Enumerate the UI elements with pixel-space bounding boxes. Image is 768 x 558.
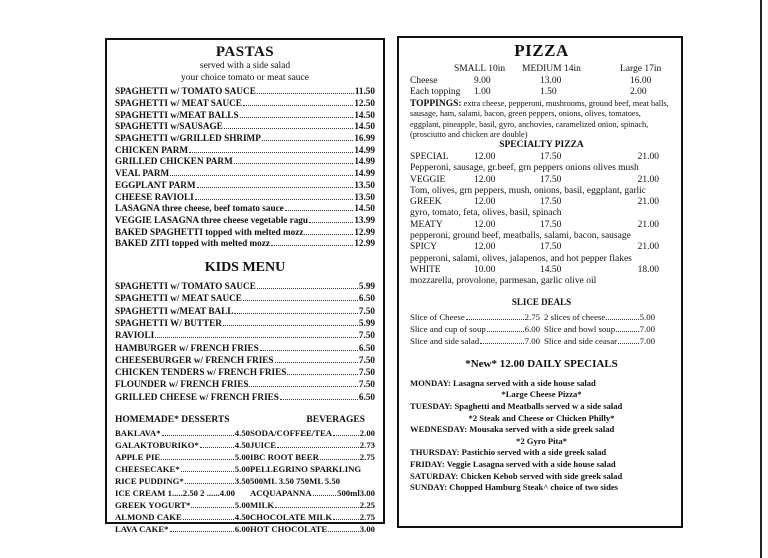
leader-dots	[243, 105, 353, 106]
specialty-small-price: 12.00	[474, 219, 496, 230]
menu-item-row	[115, 192, 375, 204]
daily-special-line: THURSDAY: Pastichio served with a side greek salad	[410, 447, 607, 458]
menu-item-row	[115, 110, 375, 122]
menu-item-price: 6.50	[358, 342, 375, 353]
leader-dots	[309, 222, 353, 223]
beverage-cell	[250, 463, 375, 475]
leader-dots	[170, 175, 353, 176]
leader-dots	[287, 374, 358, 375]
kids-menu-list	[115, 280, 375, 403]
slice-cell-right	[544, 323, 655, 335]
menu-item-row	[115, 317, 375, 329]
daily-special-line: SUNDAY: Chopped Hamburg Steak^ choice of two sides	[410, 482, 619, 493]
specialty-small-price: 12.00	[474, 152, 496, 162]
specialty-name: GREEK	[410, 197, 442, 208]
leader-dots	[275, 362, 358, 363]
beverage-cell	[250, 427, 375, 439]
dessert-price: 4.50	[234, 439, 250, 450]
dessert-cell	[115, 427, 250, 439]
dessert-beverage-row	[115, 451, 375, 463]
specialty-medium-price: 17.50	[540, 242, 562, 253]
daily-special-line: *Large Cheese Pizza*	[501, 389, 582, 400]
slice-cell-left	[410, 311, 540, 323]
menu-item-name: CHEESE RAVIOLI	[115, 191, 194, 202]
specialty-name: WHITE	[410, 264, 441, 275]
leader-dots	[234, 163, 354, 164]
menu-item-name: SPAGHETTI w/ MEAT SAUCE	[115, 293, 242, 304]
beverage-name: JUICE	[250, 439, 277, 450]
menu-item-price: 12.50	[354, 97, 375, 108]
slice-deals-list	[410, 311, 673, 348]
dessert-beverage-row	[115, 427, 375, 439]
beverage-cell	[250, 439, 375, 451]
leader-dots	[170, 531, 234, 532]
menu-item-price: 6.50	[358, 391, 375, 402]
leader-dots	[616, 331, 638, 332]
menu-item-name: RAVIOLI	[115, 330, 155, 341]
leader-dots	[162, 435, 234, 436]
menu-item-price: 16.99	[354, 133, 375, 143]
dessert-cell	[115, 463, 250, 475]
menu-item-row	[115, 145, 375, 157]
leader-dots	[304, 234, 353, 235]
dessert-name: GALAKTOBURIKO*	[115, 439, 199, 450]
cheese-label: Cheese	[410, 75, 438, 86]
slice-cell-right	[544, 311, 655, 323]
right-menu-panel	[397, 36, 683, 528]
menu-item-price: 7.50	[358, 379, 375, 390]
slice-cell-right	[544, 335, 655, 347]
dessert-name: CHEESECAKE*	[115, 463, 180, 474]
slice-row	[410, 335, 673, 347]
pastas-title: PASTAS	[215, 44, 275, 60]
leader-dots	[271, 245, 353, 246]
menu-item-price: 14.50	[354, 109, 375, 120]
daily-special-line: TUESDAY: Spaghetti and Meatballs served w a side salad	[410, 400, 623, 411]
leader-dots	[223, 325, 358, 326]
menu-item-price: 13.50	[354, 191, 375, 202]
dessert-name: RICE PUDDING*	[115, 475, 184, 486]
topping-medium-price: 1.50	[540, 87, 557, 98]
menu-item-row	[115, 133, 375, 145]
specialty-description: pepperoni, ground beef, meatballs, salami, bacon, sausage	[410, 231, 631, 242]
menu-item-name: SPAGHETTI w/MEAT BALL	[115, 305, 234, 316]
specialty-small-price: 10.00	[474, 264, 496, 275]
dessert-price: 5.00	[234, 451, 250, 462]
specialty-description: pepperoni, salami, olives, jalapenos, and hot pepper flakes	[410, 253, 632, 264]
leader-dots	[224, 128, 354, 129]
beverage-price: 2.75	[359, 512, 375, 523]
beverage-cell	[250, 499, 375, 511]
slice-price: 5.00	[639, 311, 655, 322]
dessert-price: 3.50	[234, 475, 250, 486]
size-small: SMALL 10in	[454, 64, 506, 74]
menu-item-name: VEAL PARM	[115, 168, 170, 179]
menu-item-name: SPAGHETTI w/SAUSAGE	[115, 121, 223, 132]
leader-dots	[183, 519, 234, 520]
menu-item-name: SPAGHETTI w/ MEAT SAUCE	[115, 97, 242, 108]
dessert-beverage-row	[115, 439, 375, 451]
leader-dots	[181, 471, 234, 472]
daily-special-line: WEDNESDAY: Mousaka served with a side greek salad	[410, 424, 615, 435]
topping-label: Each topping	[410, 87, 461, 98]
dessert-beverage-row	[115, 499, 375, 511]
specialty-large-price: 21.00	[637, 242, 659, 253]
menu-item-price: 12.99	[354, 226, 375, 237]
menu-item-row	[115, 342, 375, 354]
menu-item-name: HAMBURGER w/ FRENCH FRIES	[115, 342, 259, 353]
specialty-description: Tom, olives, grn peppers, mush, onions, basil, eggplant, garlic	[410, 185, 647, 196]
pastas-list	[115, 86, 375, 250]
cheese-large-price: 16.00	[630, 75, 652, 86]
dessert-price: 4.50	[234, 512, 250, 523]
dessert-name: ICE CREAM 1.....2.50 2 ......4.00	[115, 488, 235, 499]
leader-dots	[191, 507, 233, 508]
specialty-medium-price: 14.50	[540, 264, 562, 275]
leader-dots	[328, 531, 359, 532]
leader-dots	[243, 300, 358, 301]
leader-dots	[313, 495, 337, 496]
specialty-small-price: 12.00	[474, 197, 496, 208]
menu-item-row	[115, 292, 375, 304]
dessert-name: APPLE PIE	[115, 451, 161, 462]
dessert-beverage-row	[115, 463, 375, 475]
dessert-cell	[115, 487, 250, 499]
menu-item-row	[115, 354, 375, 366]
dessert-beverage-row	[115, 475, 375, 487]
beverage-cell	[250, 475, 375, 487]
menu-item-row	[115, 121, 375, 133]
specialty-description: Pepperoni, sausage, gr.beef, grn peppers onions olives mush	[410, 163, 639, 174]
leader-dots	[333, 435, 359, 436]
topping-large-price: 2.00	[630, 87, 647, 98]
desserts-beverages-header	[115, 415, 375, 427]
menu-item-row	[115, 227, 375, 239]
slice-name: Slice and cup of soup	[410, 323, 486, 334]
slice-row	[410, 311, 673, 323]
slice-price: 7.00	[524, 336, 540, 347]
leader-dots	[606, 319, 638, 320]
dessert-price: 4.50	[234, 427, 250, 438]
cheese-small-price: 9.00	[474, 75, 491, 86]
menu-item-price: 13.99	[354, 214, 375, 225]
menu-item-name: VEGGIE LASAGNA three cheese vegetable ragu	[115, 214, 309, 225]
leader-dots	[333, 519, 359, 520]
specialty-large-price: 21.00	[637, 152, 659, 162]
specialty-name: VEGGIE	[410, 174, 446, 185]
menu-item-name: LASAGNA three cheese, beef tomato sauce	[115, 203, 284, 214]
leader-dots	[195, 199, 354, 200]
menu-item-row	[115, 215, 375, 227]
leader-dots	[275, 507, 359, 508]
leader-dots	[260, 350, 358, 351]
specialty-small-price: 12.00	[474, 242, 496, 253]
toppings-text: extra cheese, pepperoni, mushrooms, ground beef, meat balls, sausage, ham, salami, bacon, green peppers, onions, olives, tomatoes, eggplant, pineapple, basil, gyro, anchovies, caramelized onion, spinach, (prosciutto and chicken are double)	[410, 98, 669, 139]
menu-item-price: 14.99	[354, 156, 375, 167]
slice-name: Slice and side ceasar	[544, 336, 618, 347]
beverage-cell	[250, 523, 375, 535]
beverage-price: 500ml3.00	[337, 488, 375, 499]
menu-item-price: 11.50	[354, 86, 375, 97]
dessert-price: 5.00	[234, 500, 250, 511]
menu-item-price: 13.50	[354, 179, 375, 190]
cheese-medium-price: 13.00	[540, 75, 562, 86]
leader-dots	[285, 210, 354, 211]
desserts-beverages-list	[115, 427, 375, 536]
beverage-price: 3.00	[359, 524, 375, 535]
specialty-large-price: 21.00	[637, 174, 659, 185]
beverage-cell	[250, 451, 375, 463]
dessert-beverage-row	[115, 523, 375, 535]
slice-name: Slice and side salad	[410, 336, 480, 347]
menu-item-row	[115, 98, 375, 110]
leader-dots	[466, 319, 524, 320]
menu-item-row	[115, 203, 375, 215]
specialty-medium-price: 17.50	[540, 174, 562, 185]
slice-name: Slice of Cheese	[410, 311, 465, 322]
beverage-price: 2.00	[359, 427, 375, 438]
menu-item-price: 5.99	[358, 281, 375, 292]
slice-row	[410, 323, 673, 335]
dessert-cell	[115, 511, 250, 523]
menu-item-row	[115, 391, 375, 403]
daily-specials-list	[410, 378, 673, 494]
menu-item-name: SPAGHETTI w/GRILLED SHRIMP	[115, 133, 261, 143]
beverages-header: BEVERAGES	[306, 415, 365, 425]
leader-dots	[200, 447, 234, 448]
leader-dots	[240, 117, 354, 118]
dessert-beverage-row	[115, 487, 375, 499]
specialty-name: SPECIAL	[410, 152, 449, 162]
menu-item-price: 7.50	[358, 367, 375, 378]
beverage-name: 500ML 3.50 750ML 5.50	[250, 475, 341, 486]
specialty-description: gyro, tomato, feta, olives, basil, spinach	[410, 208, 562, 219]
slice-price: 6.00	[524, 323, 540, 334]
menu-item-name: CHICKEN PARM	[115, 144, 189, 155]
specialty-price-row	[410, 265, 673, 276]
size-large: Large 17in	[620, 64, 662, 74]
slice-name: 2 slices of cheese	[544, 311, 606, 322]
slice-price: 2.75	[524, 311, 540, 322]
menu-item-price: 7.50	[358, 305, 375, 316]
specialty-name: MEATY	[410, 219, 443, 230]
leader-dots	[280, 399, 358, 400]
menu-item-row	[115, 238, 375, 250]
dessert-price: 6.00	[234, 524, 250, 535]
beverage-name: PELLEGRINO SPARKLING	[250, 463, 362, 474]
daily-special-line: *2 Gyro Pita*	[516, 435, 567, 446]
desserts-header: HOMEMADE* DESSERTS	[115, 415, 230, 425]
specialty-large-price: 18.00	[637, 264, 659, 275]
pastas-subtitle-1: served with a side salad	[199, 61, 291, 71]
daily-special-line: *2 Steak and Cheese or Chicken Philly*	[468, 412, 615, 423]
menu-item-name: SPAGHETTI w/ TOMATO SAUCE	[115, 281, 256, 292]
daily-special-line: SATURDAY: Chicken Kebob served with side greek salad	[410, 470, 623, 481]
pizza-title: PIZZA	[514, 41, 569, 60]
leader-dots	[189, 152, 353, 153]
dessert-cell	[115, 451, 250, 463]
beverage-price: 2.75	[359, 451, 375, 462]
menu-item-name: FLOUNDER w/ FRENCH FRIES	[115, 379, 249, 390]
left-menu-panel	[105, 38, 385, 535]
menu-item-name: SPAGHETTI w/ TOMATO SAUCE	[115, 86, 256, 97]
dessert-name: GREEK YOGURT*	[115, 500, 191, 511]
leader-dots	[257, 288, 358, 289]
specialty-small-price: 12.00	[474, 174, 496, 185]
slice-deals-title: SLICE DEALS	[511, 296, 572, 307]
leader-dots	[234, 313, 357, 314]
specialty-pizza-title: SPECIALTY PIZZA	[499, 140, 584, 151]
specialty-medium-price: 17.50	[540, 152, 562, 162]
menu-item-price: 14.99	[354, 144, 375, 155]
slice-price: 7.00	[639, 336, 655, 347]
leader-dots	[249, 386, 357, 387]
menu-item-row	[115, 378, 375, 390]
leader-dots	[161, 459, 234, 460]
specialty-price-row	[410, 175, 673, 186]
menu-item-price: 14.50	[354, 203, 375, 214]
leader-dots	[155, 337, 358, 338]
leader-dots	[277, 447, 359, 448]
menu-item-name: CHICKEN TENDERS w/ FRENCH FRIES	[115, 367, 287, 378]
leader-dots	[262, 140, 353, 141]
dessert-name: LAVA CAKE*	[115, 524, 169, 535]
beverage-name: IBC ROOT BEER	[250, 451, 319, 462]
dessert-cell	[115, 475, 250, 487]
menu-item-name: SPAGHETTI w/MEAT BALLS	[115, 109, 239, 120]
specialty-description: mozzarella, provolone, parmesan, garlic olive oil	[410, 276, 597, 287]
menu-item-row	[115, 180, 375, 192]
toppings-label: TOPPINGS:	[410, 98, 462, 109]
menu-item-price: 5.99	[358, 317, 375, 328]
size-medium: MEDIUM 14in	[522, 64, 581, 74]
specialty-medium-price: 17.50	[540, 197, 562, 208]
slice-price: 7.00	[639, 323, 655, 334]
menu-item-price: 7.50	[358, 354, 375, 365]
menu-item-name: GRILLED CHEESE w/ FRENCH FRIES	[115, 391, 279, 402]
kids-menu-title: KIDS MENU	[204, 260, 286, 276]
leader-dots	[257, 93, 354, 94]
beverage-price: 2.25	[359, 500, 375, 511]
leader-dots	[320, 459, 359, 460]
menu-item-price: 14.99	[354, 168, 375, 179]
specialty-large-price: 21.00	[637, 219, 659, 230]
menu-item-price: 14.50	[354, 121, 375, 132]
dessert-cell	[115, 499, 250, 511]
leader-dots	[618, 343, 639, 344]
menu-item-row	[115, 305, 375, 317]
leader-dots	[197, 187, 354, 188]
dessert-cell	[115, 523, 250, 535]
dessert-cell	[115, 439, 250, 451]
daily-special-line: FRIDAY: Veggie Lasagna served with a side house salad	[410, 458, 616, 469]
menu-item-name: SPAGHETTI W/ BUTTER	[115, 317, 222, 328]
menu-item-row	[115, 280, 375, 292]
specialty-price-row	[410, 152, 673, 163]
dessert-beverage-row	[115, 511, 375, 523]
specialty-price-row	[410, 197, 673, 208]
pastas-subtitle-2: your choice tomato or meat sauce	[181, 72, 309, 83]
dessert-name: BAKLAVA*	[115, 427, 161, 438]
beverage-price: 2.73	[359, 439, 375, 450]
specialty-price-row	[410, 242, 673, 253]
toppings-list	[410, 99, 673, 141]
menu-item-row	[115, 86, 375, 98]
daily-specials-title: *New* 12.00 DAILY SPECIALS	[465, 357, 618, 370]
specialty-medium-price: 17.50	[540, 219, 562, 230]
beverage-name: CHOCOLATE MILK	[250, 512, 333, 523]
beverage-name: ACQUAPANNA	[250, 488, 312, 499]
specialty-name: SPICY	[410, 242, 437, 253]
menu-item-row	[115, 329, 375, 341]
menu-item-name: CHEESEBURGER w/ FRENCH FRIES	[115, 354, 274, 365]
pizza-topping-row	[410, 87, 673, 99]
slice-cell-left	[410, 335, 540, 347]
dessert-price: 5.00	[234, 463, 250, 474]
beverage-name: MILK	[250, 500, 275, 511]
dessert-name: ALMOND CAKE	[115, 512, 182, 523]
menu-item-row	[115, 168, 375, 180]
menu-item-name: EGGPLANT PARM	[115, 179, 196, 190]
menu-item-name: GRILLED CHICKEN PARM	[115, 156, 233, 167]
beverage-cell	[250, 487, 375, 499]
menu-item-name: BAKED SPAGHETTI topped with melted mozz	[115, 226, 304, 237]
slice-cell-left	[410, 323, 540, 335]
specialty-pizza-list	[410, 152, 673, 288]
leader-dots	[185, 483, 234, 484]
topping-small-price: 1.00	[474, 87, 491, 98]
pizza-cheese-row	[410, 76, 673, 88]
daily-special-line: MONDAY: Lasagna served with a side house salad	[410, 377, 596, 388]
specialty-large-price: 21.00	[637, 197, 659, 208]
leader-dots	[480, 343, 523, 344]
slice-name: Slice and bowl soup	[544, 323, 616, 334]
beverage-name: SODA/COFFEE/TEA	[250, 427, 333, 438]
beverage-name: HOT CHOCOLATE	[250, 524, 328, 535]
pizza-size-header	[410, 64, 673, 76]
specialty-price-row	[410, 220, 673, 231]
menu-item-price: 7.50	[358, 330, 375, 341]
menu-item-name: BAKED ZITI topped with melted mozz	[115, 238, 270, 249]
menu-item-row	[115, 366, 375, 378]
menu-item-price: 6.50	[358, 293, 375, 304]
page-edge-line	[760, 0, 762, 558]
menu-item-row	[115, 156, 375, 168]
menu-item-price: 12.99	[354, 238, 375, 249]
leader-dots	[487, 331, 524, 332]
beverage-cell	[250, 511, 375, 523]
